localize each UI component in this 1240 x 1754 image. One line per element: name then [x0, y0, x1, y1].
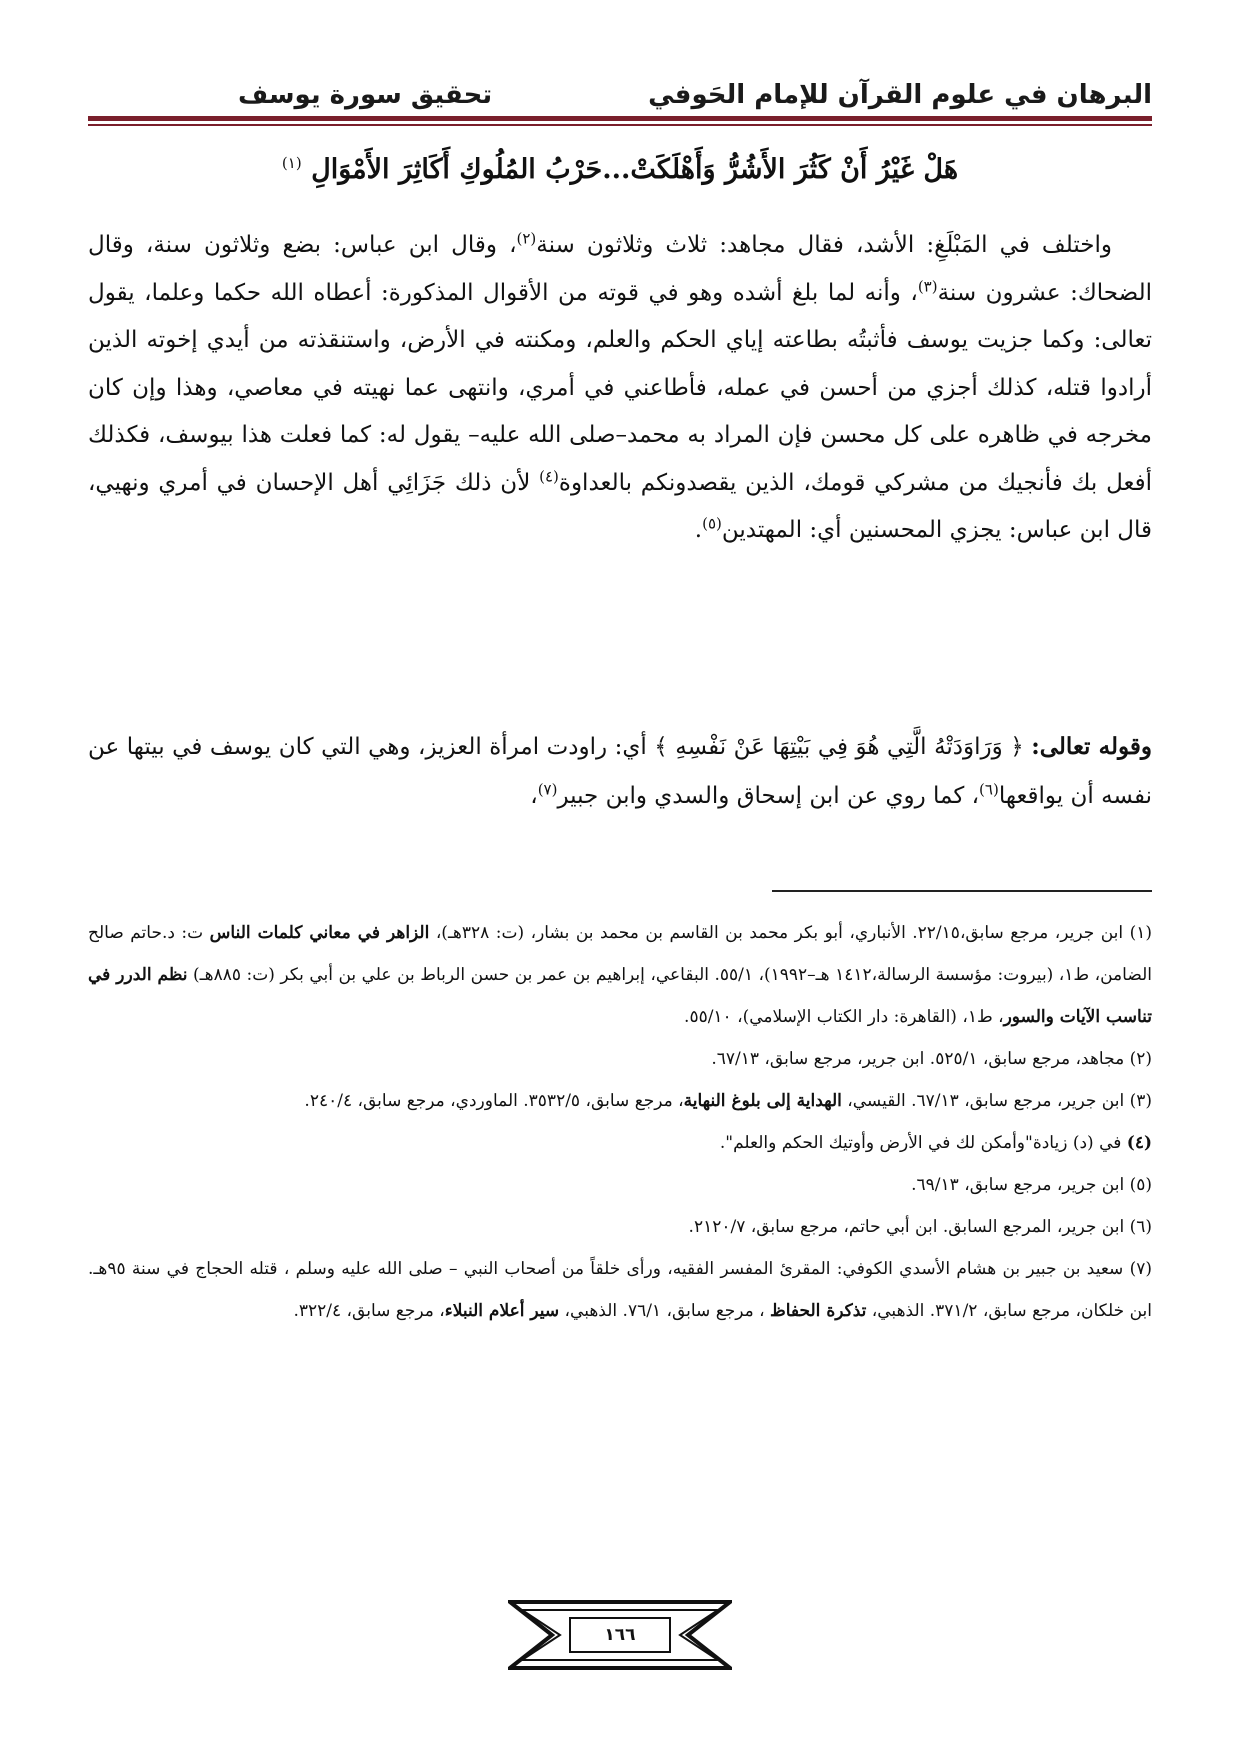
paragraph-text: لأن ذلك جَزَائِي أهل الإحسان في أمري ونهيي، قال ابن عباس: يجزي المحسنين أي: المهتدين — [88, 469, 1152, 543]
header-rule-thin — [88, 124, 1152, 126]
footnote-ref: (٧) — [537, 780, 558, 799]
footnote-text: ت: د.حاتم صالح الضامن، ط١، (بيروت: مؤسسة الرسالة،١٤١٢ هـ–١٩٩٢)، ٥٥/١. البقاعي، إبراهيم بن عمر بن حسن الرباط بن علي بن أبي بكر (ت: ٨٨٥هـ) — [88, 923, 1152, 985]
footnote-5: (٥) ابن جرير، مرجع سابق، ٦٩/١٣. — [911, 1175, 1152, 1195]
paragraph-text: أي: راودت امرأة العزيز، وهي التي كان يوسف في بيتها عن نفسه أن يواقعها — [88, 734, 1152, 809]
footnote-text: ، مرجع سابق، ٣٥٣٢/٥. الماوردي، مرجع سابق، ٢٤٠/٤. — [304, 1091, 684, 1111]
footnote-separator — [772, 890, 1152, 892]
footnote-4 — [88, 1122, 1152, 1164]
paragraph-text: . — [694, 517, 703, 543]
footnote-number: (٤) — [1126, 1133, 1152, 1153]
footnote-text: (٧) سعيد بن جبير بن هشام الأسدي الكوفي: المقرئ المفسر الفقيه، ورأى خلقاً من أصحاب النبي – صلى الله عليه وسلم ، قتله الحجاج في سنة ٩٥هـ. ابن خلكان، مرجع سابق، ٣٧١/٢. الذهبي، — [88, 1259, 1152, 1321]
book-title: البرهان في علوم القرآن للإمام الحَوفي — [648, 80, 1152, 110]
page-number: ١٦٦ — [604, 1625, 636, 1645]
footnote-text: (٣) ابن جرير، مرجع سابق، ٦٧/١٣. القيسي، — [841, 1091, 1152, 1111]
paragraph-2 — [88, 722, 1152, 821]
footnote-title: الزاهر في معاني كلمات الناس — [209, 923, 430, 943]
paragraph-text: ، — [530, 783, 538, 809]
footnote-title: سير أعلام النبلاء — [444, 1301, 560, 1321]
footnote-text: ، مرجع سابق، ٧٦/١. الذهبي، — [559, 1301, 771, 1321]
paragraph-text: ، وأنه لما بلغ أشده وهو في قوته من الأقوال المذكورة: أعطاه الله حكما وعلما، يقول تعالى: وكما جزيت يوسف فأثبتُه بطاعته إياي الحكم والعلم، ومكنته في الأرض، واستنقذته من أيدي إخوته الذين أرادوا قتله، كذلك أجزي من أحسن في عمله، فأطاعني في أمري، وانتهى عما نهيته في معاصي، وهذا وإن كان مخرجه في ظاهره على كل محسن فإن المراد به محمد–صلى الله عليه– يقول له: كما فعلت هذا بيوسف، فكذلك أفعل بك فأنجيك من مشركي قومك، الذين يقصدونكم بالعداوة — [88, 279, 1153, 496]
paragraph-text: واختلف في المَبْلَغِ: الأشد، فقال مجاهد: ثلاث وثلاثون سنة — [536, 232, 1113, 258]
footnote-ref: (٦) — [979, 780, 999, 799]
section-title: تحقيق سورة يوسف — [238, 80, 493, 110]
footnote-1 — [88, 912, 1152, 1038]
footnote-ref: (١) — [281, 154, 302, 172]
footnote-3 — [88, 1080, 1152, 1122]
paragraph-lead: وقوله تعالى: — [1031, 733, 1152, 760]
footnote-text: (١) ابن جرير، مرجع سابق،٢٢/١٥. الأنباري، أبو بكر محمد بن القاسم بن محمد بن بشار، (ت: ٣٢٨هـ)، — [429, 923, 1152, 943]
footnote-2: (٢) مجاهد، مرجع سابق، ٥٢٥/١. ابن جرير، مرجع سابق، ٦٧/١٣. — [711, 1049, 1152, 1069]
page-header — [88, 80, 1152, 110]
footnote-ref: (٤) — [539, 466, 559, 485]
verse-heading-text: هَلْ غَيْرُ أَنْ كَثُرَ الأَشُرُّ وَأَهْلَكَتْ...حَرْبُ المُلُوكِ أَكَاثِرَ الأَمْوَالِ — [311, 154, 959, 185]
quran-quote: ﴿ وَرَاوَدَتْهُ الَّتِي هُوَ فِي بَيْتِهَا عَنْ نَفْسِهِ ﴾ — [646, 734, 1032, 760]
footnote-title: الهداية إلى بلوغ النهاية — [683, 1091, 842, 1111]
footnotes — [88, 912, 1152, 1332]
footnote-text: ، مرجع سابق، ٣٢٢/٤. — [293, 1301, 445, 1321]
footnote-text: ، ط١، (القاهرة: دار الكتاب الإسلامي)، ٥٥/١٠. — [684, 1007, 1004, 1027]
paragraph-text: ، وقال ابن عباس: بضع وثلاثون سنة، وقال الضحاك: عشرون سنة — [88, 232, 1152, 306]
paragraph-1 — [88, 222, 1152, 555]
footnote-ref: (٣) — [917, 276, 938, 295]
footnote-ref: (٥) — [702, 514, 722, 533]
paragraph-text: ، كما روي عن ابن إسحاق والسدي وابن جبير — [557, 783, 980, 809]
verse-heading — [88, 150, 1152, 190]
footnote-ref: (٢) — [516, 229, 537, 248]
footnote-7 — [88, 1248, 1152, 1332]
footnote-title: تذكرة الحفاظ — [770, 1301, 867, 1321]
footnote-6: (٦) ابن جرير، المرجع السابق. ابن أبي حاتم، مرجع سابق، ٢١٢٠/٧. — [688, 1217, 1152, 1237]
footnote-text: في (د) زيادة"وأمكن لك في الأرض وأوتيك الحكم والعلم". — [719, 1133, 1127, 1153]
header-rule-thick — [88, 116, 1152, 121]
footnote-title: نظم الدرر في تناسب الآيات والسور — [88, 965, 1152, 1027]
